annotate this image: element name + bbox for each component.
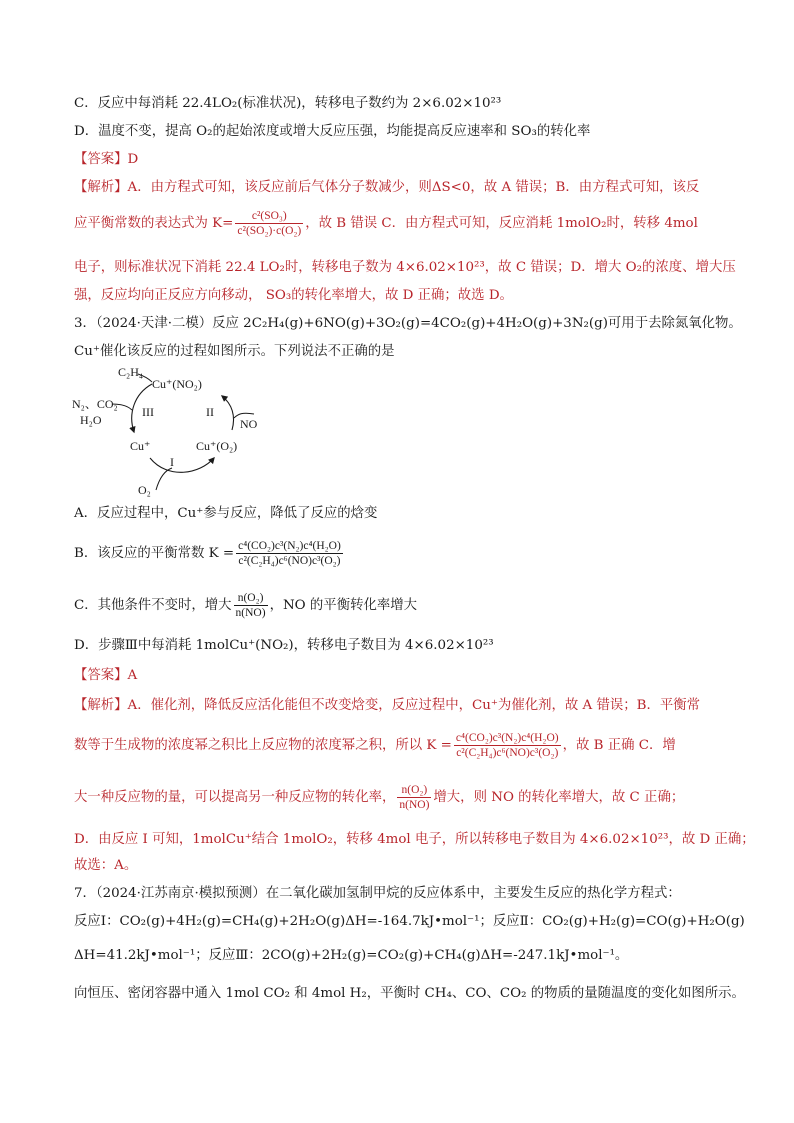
catalytic-cycle-diagram xyxy=(72,365,272,497)
q3-analysis-line3-pre: 大一种反应物的量，可以提高另一种反应物的转化率， xyxy=(74,790,396,805)
q3-option-c-text: C．其他条件不变时，增大 xyxy=(74,598,232,613)
q3-analysis-line3 xyxy=(74,780,738,816)
h2o-label: H₂O xyxy=(80,413,102,427)
o2-label: O₂ xyxy=(138,483,151,497)
q3-option-c xyxy=(74,588,738,624)
analysis-prev-line4: 强，反应均向正反应方向移动， SO₃的转化率增大，故 D 正确；故选 D。 xyxy=(74,288,513,303)
q3-analysis-line5: 故选：A。 xyxy=(74,858,138,873)
q3-analysis-k-fraction xyxy=(454,731,561,760)
step-i-label: I xyxy=(170,455,174,469)
q3-option-c-fraction xyxy=(234,591,268,620)
q3-option-b-text: B．该反应的平衡常数 K = xyxy=(74,546,235,561)
q3-option-b-fraction xyxy=(236,539,343,568)
q3-analysis-line2 xyxy=(74,726,738,766)
q3-analysis-line2-pre: 数等于生成物的浓度幂之积比上反应物的浓度幂之积，所以 K = xyxy=(74,738,452,753)
q3-analysis-k-denominator: c²(C₂H₄)c⁶(NO)c³(O₂) xyxy=(456,747,559,759)
q3-analysis-line4: D．由反应 I 可知，1molCu⁺结合 1molO₂，转移 4mol 电子，所以转移电子数目为 4×6.02×10²³，故 D 正确； xyxy=(74,832,755,847)
q7-stem-line4: 向恒压、密闭容器中通入 1mol CO₂ 和 4mol H₂，平衡时 CH₄、CO、CO₂ 的物质的量随温度的变化如图所示。 xyxy=(74,986,745,1001)
q3-answer: 【答案】A xyxy=(74,668,138,683)
no-label: NO xyxy=(240,417,258,431)
cu-no2-label: Cu⁺(NO₂) xyxy=(152,377,202,391)
q3-stem-line2: Cu⁺催化该反应的过程如图所示。下列说法不正确的是 xyxy=(74,344,395,359)
option-d-prev: D．温度不变，提高 O₂的起始浓度或增大反应压强，均能提高反应速率和 SO₃的转化率 xyxy=(74,124,591,139)
q3-option-d: D．步骤Ⅲ中每消耗 1molCu⁺(NO₂)，转移电子数目为 4×6.02×10²³ xyxy=(74,638,494,653)
analysis-prev-line2-a: 应平衡常数的表达式为 K= xyxy=(74,216,234,231)
q3-analysis-line1: 【解析】A．催化剂，降低反应活化能但不改变焓变，反应过程中，Cu⁺为催化剂，故 A 错误；B．平衡常 xyxy=(74,698,701,713)
q3-option-c-post: ，NO 的平衡转化率增大 xyxy=(269,598,418,613)
k-expression-fraction xyxy=(235,209,303,238)
catalytic-cycle-svg xyxy=(72,365,272,497)
q7-stem-line2: 反应Ⅰ：CO₂(g)+4H₂(g)=CH₄(g)+2H₂O(g)ΔH=-164.7kJ•mol⁻¹；反应Ⅱ：CO₂(g)+H₂(g)=CO(g)+H₂O(g) xyxy=(74,914,745,929)
cu-plus-label: Cu⁺ xyxy=(130,439,151,453)
answer-prev: 【答案】D xyxy=(74,152,139,167)
q3-option-b-numerator: c⁴(CO₂)c³(N₂)c⁴(H₂O) xyxy=(238,540,341,552)
analysis-prev-line3: 电子，则标准状况下消耗 22.4 LO₂时，转移电子数为 4×6.02×10²³，故 C 错误；D．增大 O₂的浓度、增大压 xyxy=(74,260,736,275)
option-c-prev: C．反应中每消耗 22.4LO₂(标准状况)，转移电子数约为 2×6.02×10²³ xyxy=(74,96,502,111)
step-ii-label: II xyxy=(206,405,214,419)
q3-analysis-ratio-denominator: n(NO) xyxy=(399,799,430,811)
q3-analysis-k-numerator: c⁴(CO₂)c³(N₂)c⁴(H₂O) xyxy=(455,732,559,744)
q7-stem-line1: 7．（2024·江苏南京·模拟预测）在二氧化碳加氢制甲烷的反应体系中，主要发生反应的热化学方程式： xyxy=(74,886,681,901)
analysis-prev-line1: 【解析】A．由方程式可知，该反应前后气体分子数减少，则ΔS<0，故 A 错误；B．由方程式可知，该反 xyxy=(74,180,700,195)
analysis-prev-line2-b: ，故 B 错误 C．由方程式可知，反应消耗 1molO₂时，转移 4mol xyxy=(305,216,698,231)
n2-co2-label: N₂、CO₂ xyxy=(72,397,118,411)
q3-option-c-denominator: n(NO) xyxy=(235,607,266,619)
arrow-step-1 xyxy=(150,458,214,472)
k-expression-denominator: c²(SO₂)·c(O₂) xyxy=(237,225,302,237)
arrow-step-2 xyxy=(222,396,234,430)
c2h4-label: C₂H₄ xyxy=(118,365,144,379)
q3-option-a: A．反应过程中，Cu⁺参与反应，降低了反应的焓变 xyxy=(74,506,378,521)
q3-stem-line1: 3．（2024·天津·二模）反应 2C₂H₄(g)+6NO(g)+3O₂(g)=4CO₂(g)+4H₂O(g)+3N₂(g)可用于去除氮氧化物。 xyxy=(74,316,742,331)
q3-analysis-line2-post: ，故 B 正确 C．增 xyxy=(562,738,676,753)
q3-analysis-ratio-numerator: n(O₂) xyxy=(397,783,431,798)
step-iii-label: III xyxy=(142,405,154,419)
k-expression-numerator: c²(SO₃) xyxy=(235,209,303,224)
q3-analysis-ratio-fraction xyxy=(397,783,431,812)
q3-analysis-line3-post: 增大，则 NO 的转化率增大，故 C 正确； xyxy=(433,790,685,805)
analysis-prev-line2 xyxy=(74,206,738,242)
cu-o2-label: Cu⁺(O₂) xyxy=(196,439,238,453)
q3-option-c-numerator: n(O₂) xyxy=(234,591,268,606)
q3-option-b-denominator: c²(C₂H₄)c⁶(NO)c³(O₂) xyxy=(238,555,341,567)
q7-stem-line3: ΔH=41.2kJ•mol⁻¹；反应Ⅲ：2CO(g)+2H₂(g)=CO₂(g)+CH₄(g)ΔH=-247.1kJ•mol⁻¹。 xyxy=(74,948,629,963)
q3-option-b xyxy=(74,536,738,572)
